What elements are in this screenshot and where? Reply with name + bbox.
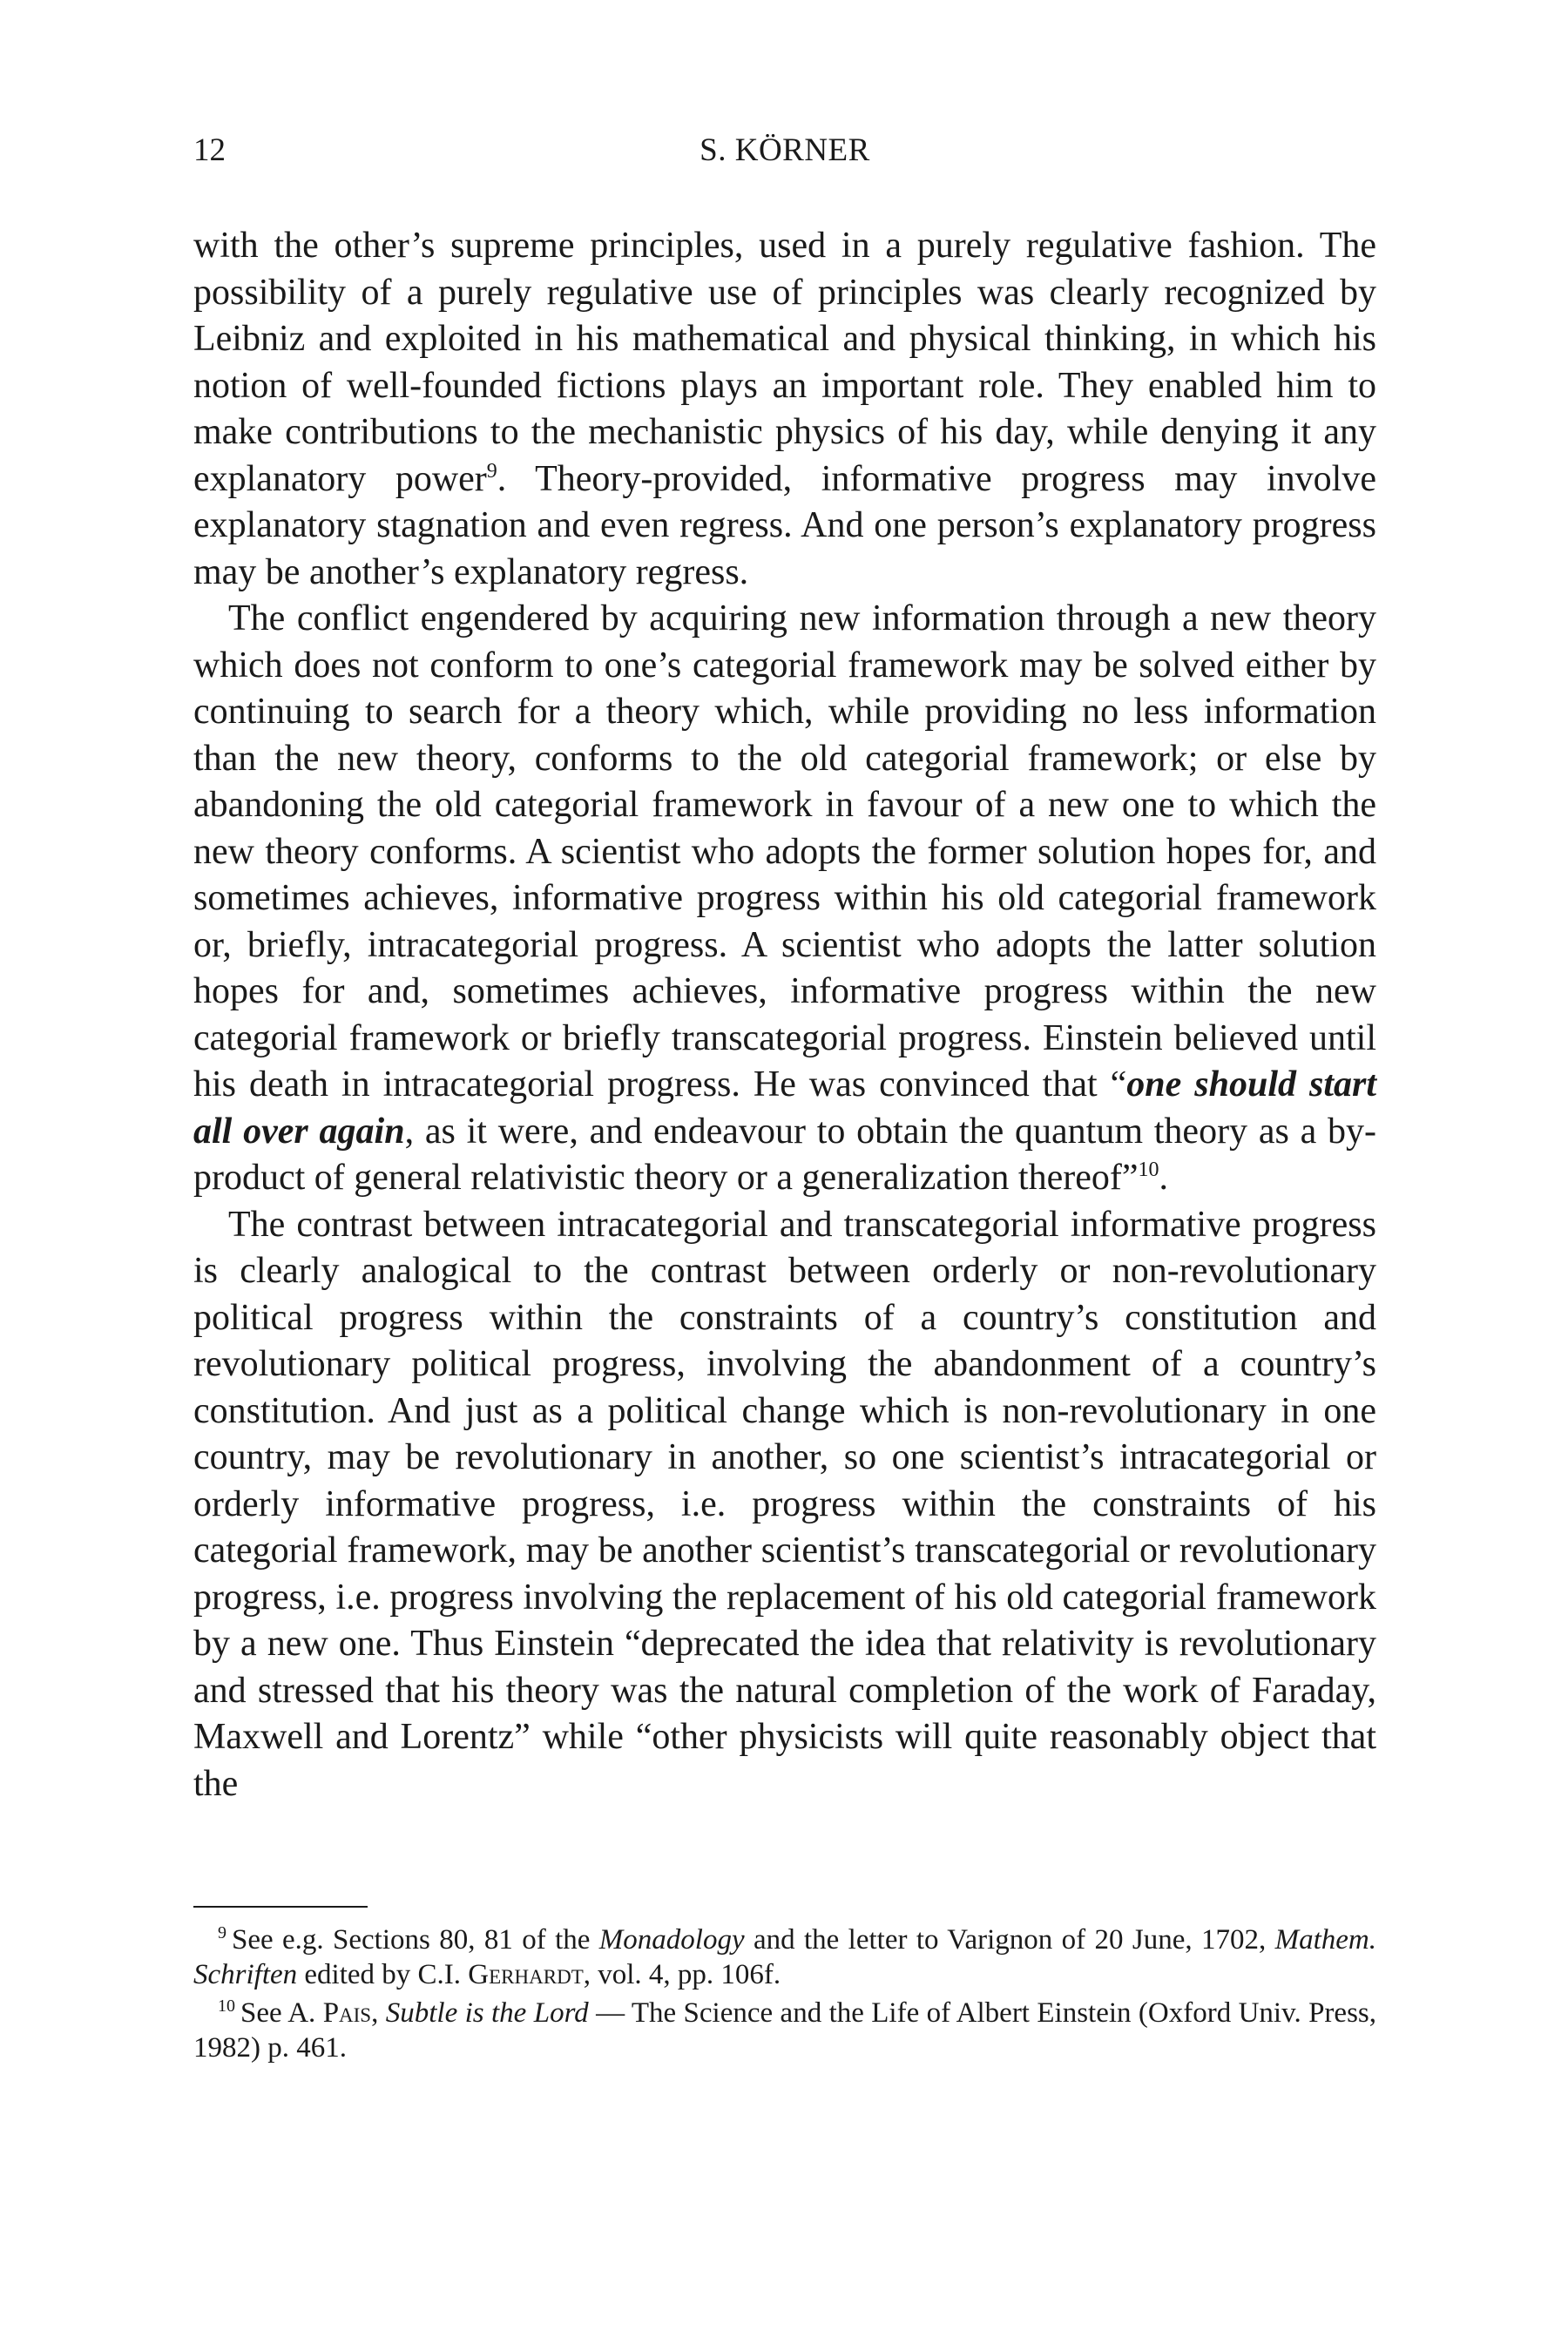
- emphasis-quote: one should start all over again: [193, 1064, 1376, 1152]
- footnotes: [193, 1922, 1376, 2069]
- footnote-9: $^9$ See e.g. Sections 80, 81 of the Monadology and the letter to Varignon of 20 June, 1702, Mathem. Schriften edited by C.I. Gerhardt, vol. 4, pp. 106f.: [193, 1923, 1376, 1990]
- running-head: [193, 129, 1376, 172]
- footnote-ref-10[interactable]: 10: [1138, 1159, 1159, 1181]
- paragraph-1: with the other’s supreme principles, used in a purely regulative fashion. The possibility of a purely regulative use of principles was clearly recognized by Leibniz and exploited in his mathematical and physical thinking, in which his notion of well-founded fictions plays an important role. They enabled him to make contributions to the mechanistic physics of his day, while denying it any explanatory power$^9$. Theory-provided, informative progress may involve explanatory stagnation and even regress. And one person’s explanatory progress may be another’s explanatory regress.: [193, 226, 1376, 592]
- paragraph-2: The conflict engendered by acquiring new information through a new theory which does not conform to one’s categorial framework may be solved either by continuing to search for a theory which, while providing no less information than the new theory, conforms to the old categorial framework; or else by abandoning the old categorial framework in favour of a new one to which the new theory conforms. A scientist who adopts the former solution hopes for, and sometimes achieves, informative progress within his old categorial framework or, briefly, intracategorial progress. A scientist who adopts the latter solution hopes for and, sometimes achieves, informative progress within the new categorial framework or briefly transcategorial progress. Einstein believed until his death in intracategorial progress. He was convinced that “one should start all over again, as it were, and endeavour to obtain the quantum theory as a by-product of general relativistic theory or a generalization thereof”$^{10}$.: [193, 598, 1377, 1198]
- footnote-ref-9[interactable]: 9: [486, 459, 497, 483]
- running-title: S. KÖRNER: [700, 132, 870, 168]
- paragraph-3: The contrast between intracategorial and transcategorial informative progress is clearly analogical to the contrast between orderly or non-revolutionary political progress within the constraints of a country’s constitution and revolutionary political progress, involving the abandonment of a country’s constitution. And just as a political change which is non-revolutionary in one country, may be revolutionary in another, so one scientist’s intracategorial or orderly informative progress, i.e. progress within the constraints of his categorial framework, may be another scientist’s transcategorial or revolutionary progress, i.e. progress involving the replacement of his old categorial framework by a new one. Thus Einstein “deprecated the idea that relativity is revolutionary and stressed that his theory was the natural completion of the work of Faraday, Maxwell and Lorentz” while “other physicists will quite reasonably object that the: [193, 1204, 1376, 1804]
- footnote-divider: [193, 1906, 368, 1908]
- body-text: [193, 223, 1376, 1807]
- footnote-10: $^{10}$ See A. Pais, Subtle is the Lord — The Science and the Life of Albert Einstein (Oxford Univ. Press, 1982) p. 461.: [193, 1996, 1377, 2064]
- page-number: 12: [193, 132, 226, 168]
